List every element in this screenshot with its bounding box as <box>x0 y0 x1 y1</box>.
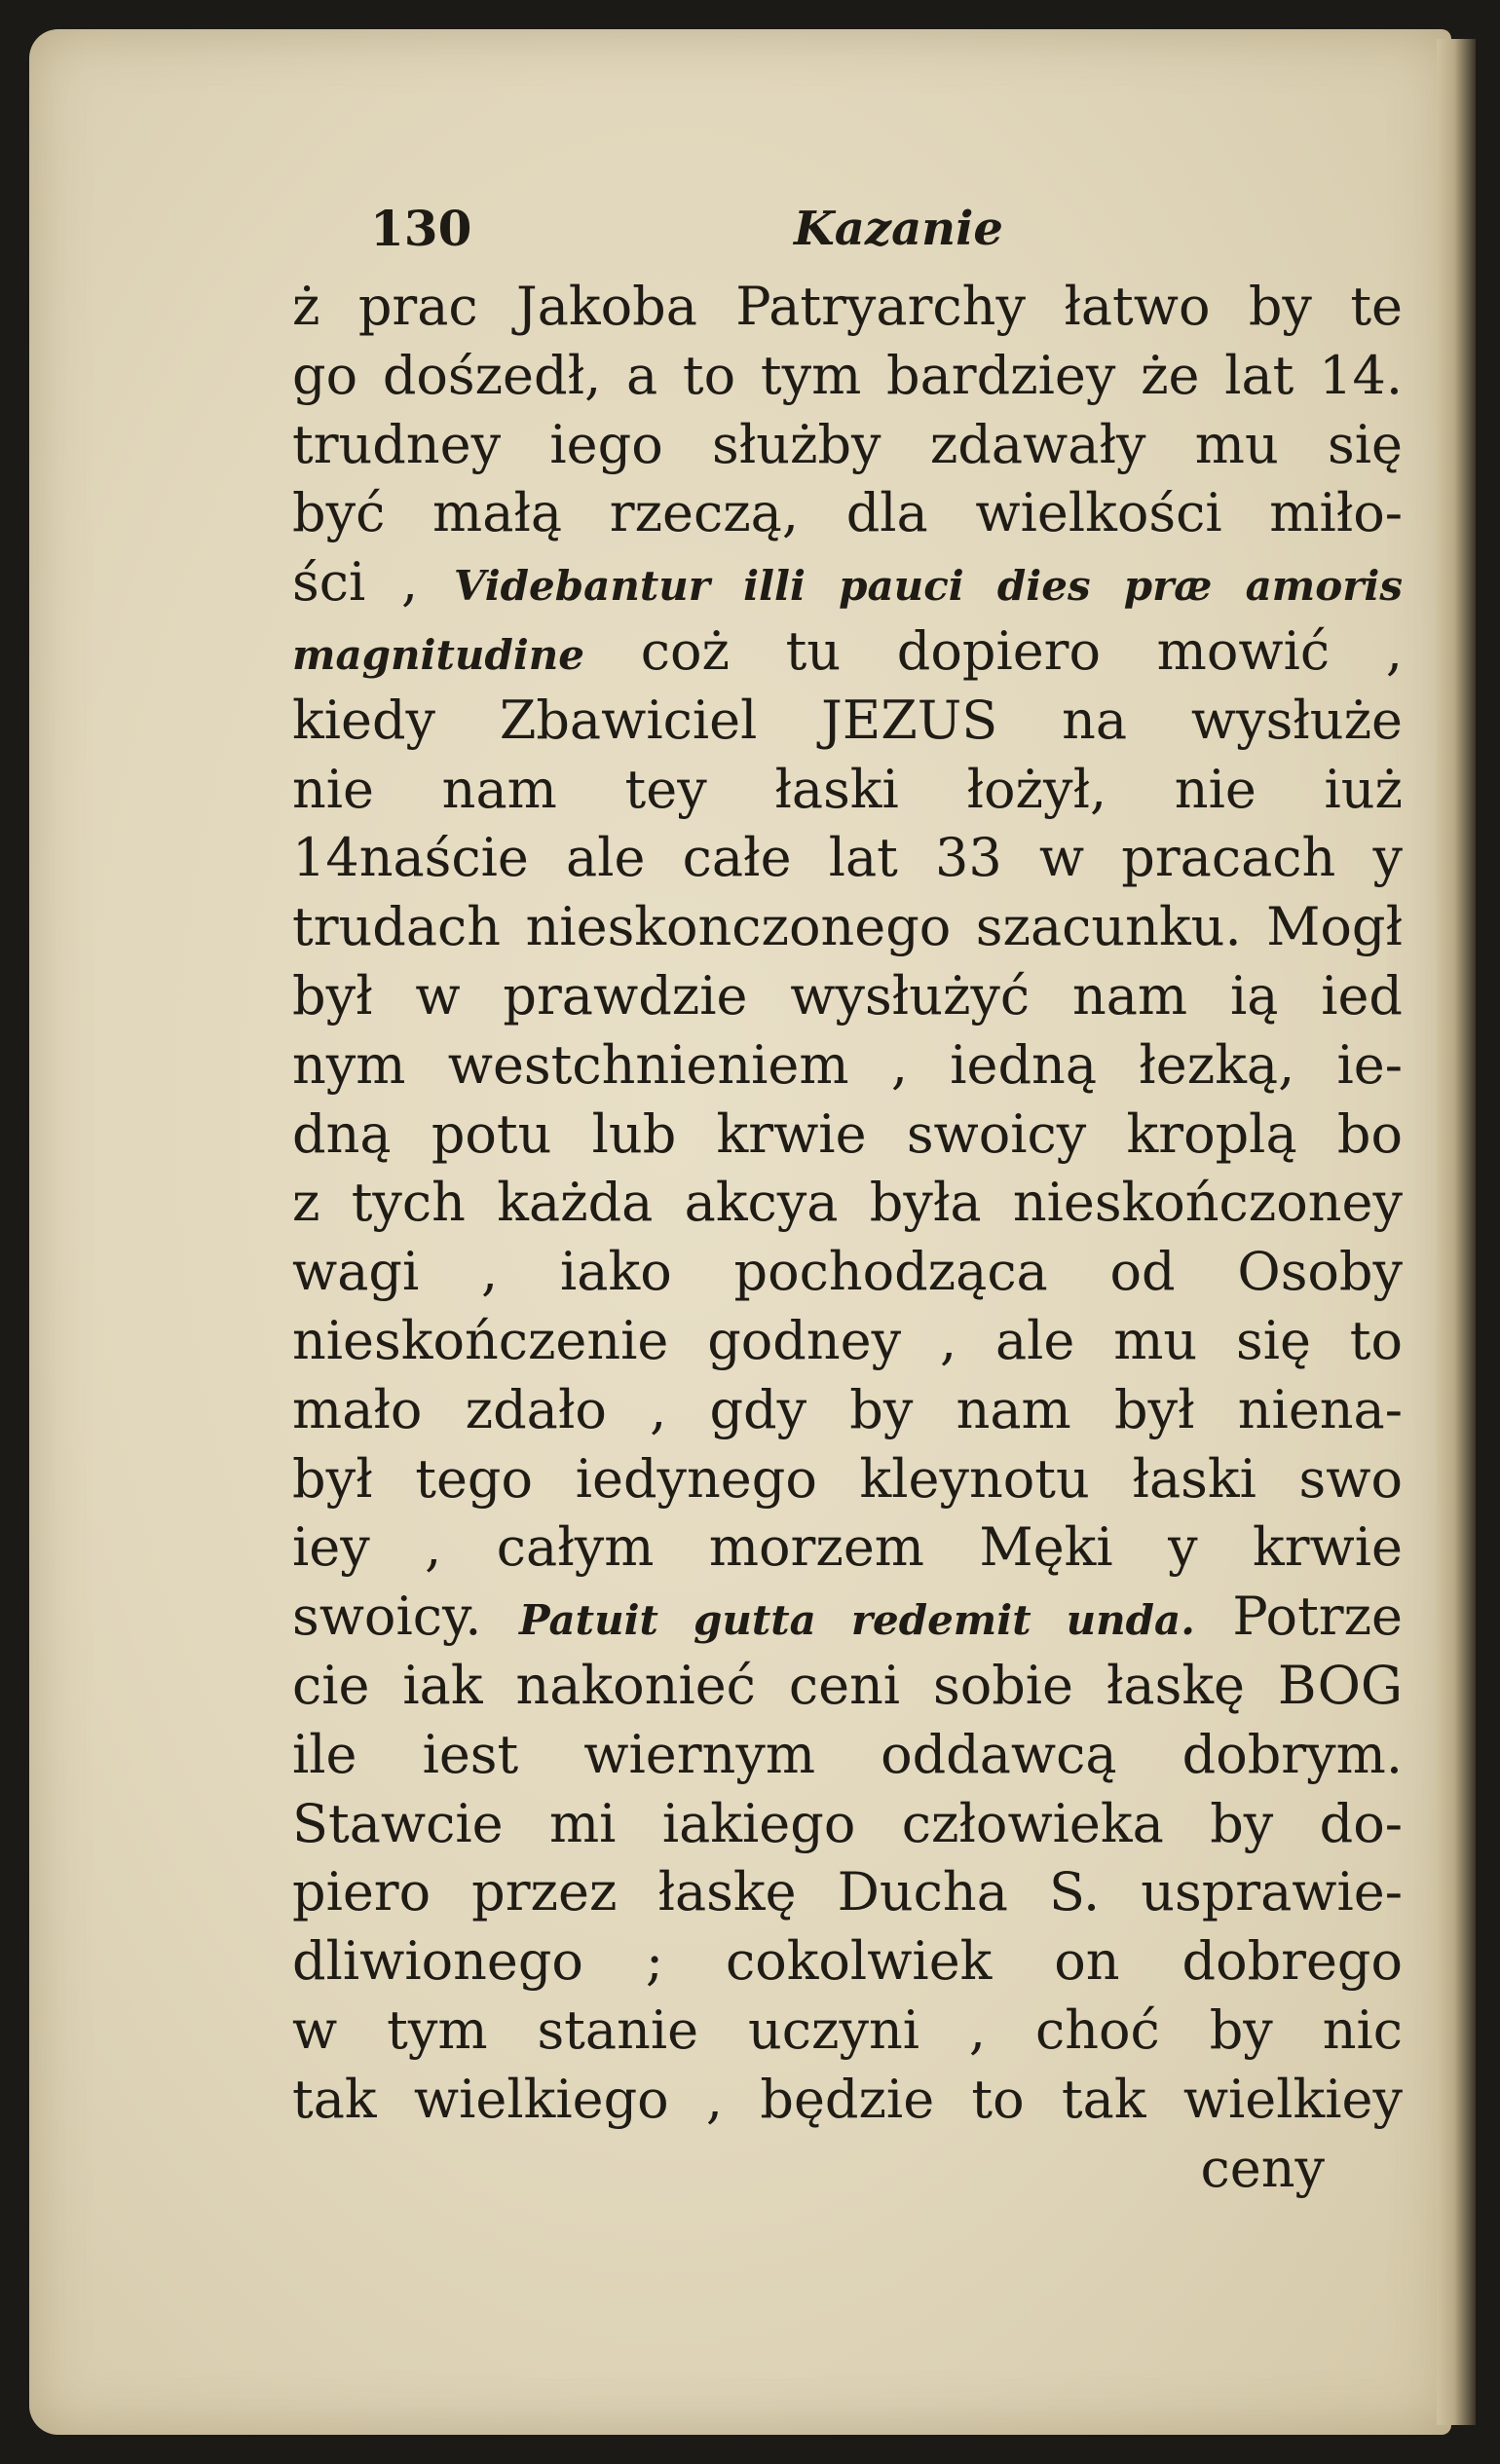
text-line: iey , całym morzem Męki y krwie <box>292 1516 1403 1579</box>
text-line: wagi , iako pochodząca od Osoby <box>292 1241 1403 1303</box>
body-text <box>292 273 1403 2203</box>
text-line: kiedy Zbawiciel JEZUS na wysłuże <box>292 689 1403 751</box>
text-line: 14naście ale całe lat 33 w pracach y <box>292 827 1403 889</box>
text-line: nieskończenie godney , ale mu się to <box>292 1309 1403 1371</box>
text-line: nym westchnieniem , iedną łezką, ie- <box>292 1033 1403 1096</box>
text-line: tak wielkiego , będzie to tak wielkiey <box>292 2068 1403 2130</box>
text-line: był w prawdzie wysłużyć nam ią ied <box>292 964 1403 1027</box>
page-header <box>292 195 1364 263</box>
text-line: dliwionego ; cokolwiek on dobrego <box>292 1930 1403 1993</box>
book-spine <box>1437 39 1476 2425</box>
text-line: go dośzedł, a to tym bardziey że lat 14. <box>292 344 1403 406</box>
text-line: Stawcie mi iakiego człowieka by do- <box>292 1792 1403 1854</box>
latin-quote: Videbantur illi pauci dies præ amoris <box>453 562 1403 611</box>
text-line: ile iest wiernym oddawcą dobrym. <box>292 1723 1403 1785</box>
text-line: był tego iedynego kleynotu łaski swo <box>292 1447 1403 1510</box>
text-line: trudach nieskonczonego szacunku. Mogł <box>292 896 1403 958</box>
text-line: ści , Videbantur illi pauci dies præ amoris <box>292 551 1403 614</box>
text-line: mało zdało , gdy by nam był niena- <box>292 1378 1403 1440</box>
text-line: swoicy. Patuit gutta redemit unda. Potrze <box>292 1586 1403 1648</box>
text-line: nie nam tey łaski łożył, nie iuż <box>292 758 1403 820</box>
text-line: piero przez łaskę Ducha S. usprawie- <box>292 1861 1403 1923</box>
text-line: cie iak nakonieć ceni sobie łaskę BOG <box>292 1654 1403 1716</box>
latin-quote: Patuit gutta redemit unda. <box>519 1596 1195 1645</box>
catchword: ceny <box>1200 2137 1325 2199</box>
text-line: ż prac Jakoba Patryarchy łatwo by te <box>292 276 1403 337</box>
text-line: dną potu lub krwie swoicy kroplą bo <box>292 1102 1403 1165</box>
text-line: trudney iego służby zdawały mu się <box>292 413 1403 475</box>
running-title: Kazanie <box>794 202 1003 256</box>
text-line: magnitudine coż tu dopiero mowić , <box>292 619 1403 682</box>
text-line: w tym stanie uczyni , choć by nic <box>292 1998 1403 2061</box>
text-line: być małą rzeczą, dla wielkości miło- <box>292 482 1403 544</box>
text-line: z tych każda akcya była nieskończoney <box>292 1172 1403 1234</box>
latin-quote: magnitudine <box>292 630 585 679</box>
page-number: 130 <box>370 200 472 257</box>
